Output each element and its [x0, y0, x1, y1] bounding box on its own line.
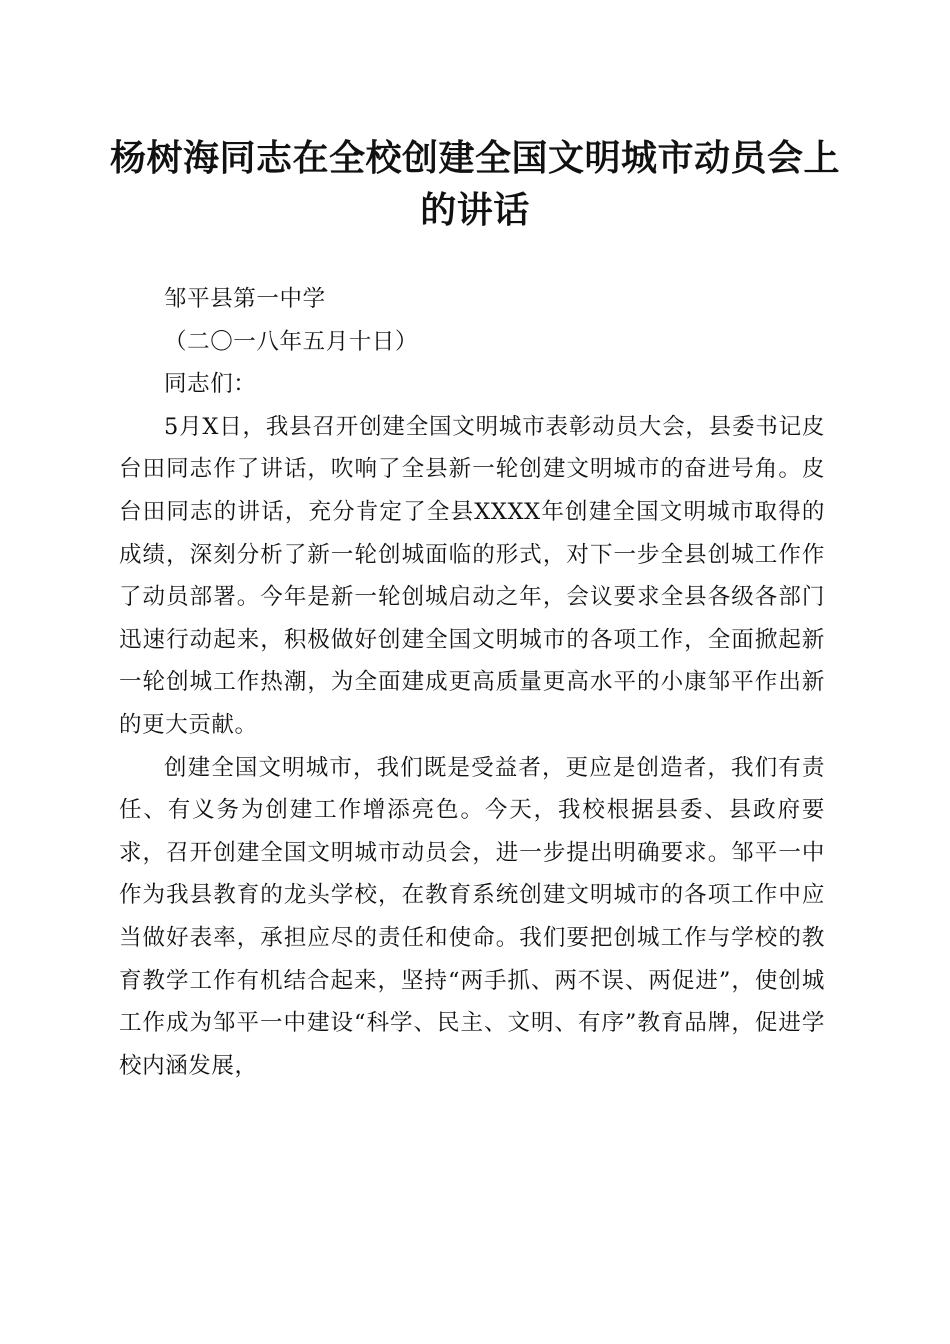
organization-line: 邹平县第一中学	[164, 286, 326, 312]
salutation: 同志们：	[164, 371, 257, 398]
paragraph-1: 5月X日，我县召开创建全国文明城市表彰动员大会，县委书记皮台田同志作了讲话，吹响了全县新一轮创建文明城市的奋进号角。皮台田同志的讲话，充分肯定了全县XXXX年创建全国文明城市取得的成绩，深刻分析了新一轮创城面临的形式，对下一步全县创城工作作了动员部署。今年是新一轮创城启动之年，会议要求全县各级各部门迅速行动起来，积极做好创建全国文明城市的各项工作，全面掀起新一轮创城工作热潮，为全面建成更高质量更高水平的小康邹平作出新的更大贡献。	[119, 413, 825, 738]
document-body	[119, 278, 825, 1087]
document-title: 杨树海同志在全校创建全国文明城市动员会上的讲话	[109, 137, 840, 231]
date-line: （二〇一八年五月十日）	[164, 328, 419, 355]
paragraph-2: 创建全国文明城市，我们既是受益者，更应是创造者，我们有责任、有义务为创建工作增添亮色。今天，我校根据县委、县政府要求，召开创建全国文明城市动员会，进一步提出明确要求。邹平一中作为我县教育的龙头学校，在教育系统创建文明城市的各项工作中应当做好表率，承担应尽的责任和使命。我们要把创城工作与学校的教育教学工作有机结合起来，坚持“两手抓、两不误、两促进”，使创城工作成为邹平一中建设“科学、民主、文明、有序”教育品牌，促进学校内涵发展，	[119, 754, 825, 1079]
